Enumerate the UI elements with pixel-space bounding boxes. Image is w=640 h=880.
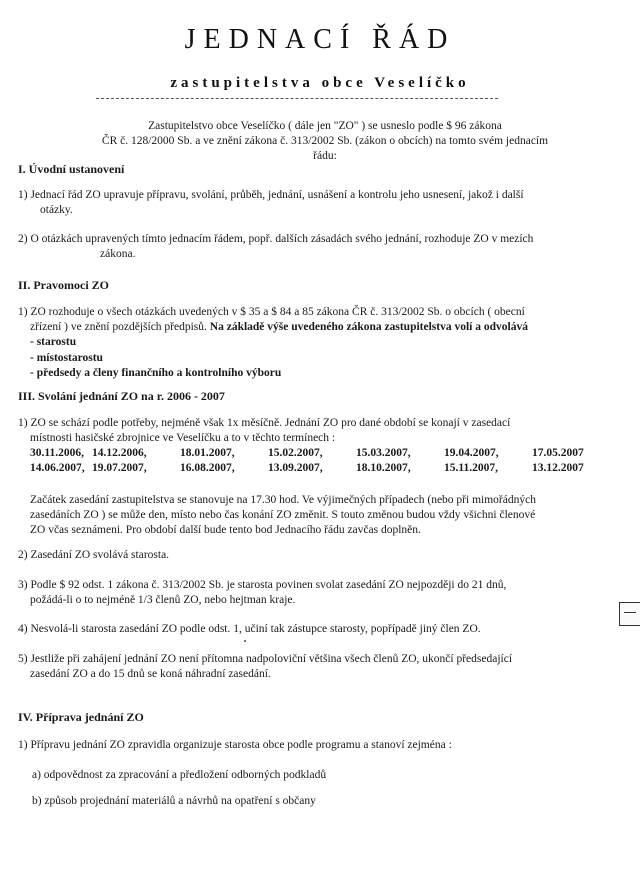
date-item: 19.07.2007, xyxy=(92,462,147,475)
meeting-note xyxy=(30,493,590,539)
section-heading: II. Pravomoci ZO xyxy=(18,278,109,292)
dates-row-2 xyxy=(18,461,618,476)
paragraph-text: zřízení ) ve znění pozdějších předpisů. xyxy=(30,321,207,334)
date-item: 18.10.2007, xyxy=(356,462,411,475)
document-title: JEDNACÍ ŘÁD xyxy=(184,24,456,55)
section-heading: IV. Příprava jednání ZO xyxy=(18,710,144,724)
paragraph-line: otázky. xyxy=(40,204,73,217)
section-3-paragraph-5 xyxy=(18,652,578,682)
paragraph-line: 1) Jednací řád ZO upravuje přípravu, svolání, průběh, jednání, usnášení a kontrolu jeho usnesení, jakož i další xyxy=(18,189,524,201)
date-item: 30.11.2006, xyxy=(30,447,84,459)
scan-speck xyxy=(244,640,246,642)
section-2-heading xyxy=(18,278,578,294)
list-item: - místostarostu xyxy=(30,351,103,364)
document-subtitle: zastupitelstva obce Veselíčko xyxy=(170,75,470,91)
section-heading: III. Svolání jednání ZO na r. 2006 - 2007 xyxy=(18,389,225,403)
list-item: a) odpovědnost za zpracování a předložení odborných podkladů xyxy=(32,769,327,781)
paragraph-line: 2) Zasedání ZO svolává starosta. xyxy=(18,549,170,561)
dates-row-1 xyxy=(18,446,618,461)
page-edge-tab-icon xyxy=(619,602,640,626)
section-4-item-b xyxy=(32,794,592,809)
paragraph-line: požádá-li o to nejméně 1/3 členů ZO, nebo hejtman kraje. xyxy=(30,594,296,607)
section-3-paragraph-3 xyxy=(18,578,578,608)
paragraph-line: 2) O otázkách upravených tímto jednacím řádem, popř. dalších zásadách svého jednání, rozhoduje ZO v mezích xyxy=(18,233,534,245)
paragraph-line xyxy=(18,320,578,335)
list-item: b) způsob projednání materiálů a návrhů na opatření s občany xyxy=(32,795,316,807)
section-heading: I. Úvodní ustanovení xyxy=(18,162,125,176)
paragraph-line: ZO včas seznámeni. Pro období další bude tento bod Jednacího řádu zavčas doplněn. xyxy=(30,524,421,537)
section-2-paragraph-1 xyxy=(18,305,578,381)
date-item: 18.01.2007, xyxy=(180,447,235,459)
paragraph-line: 4) Nesvolá-li starosta zasedání ZO podle odst. 1, učiní tak zástupce starosty, popřípadě jiný člen ZO. xyxy=(18,623,481,635)
section-3-heading xyxy=(18,389,578,405)
paragraph-line: Začátek zasedání zastupitelstva se stanovuje na 17.30 hod. Ve výjimečných případech (nebo při mimořádných xyxy=(30,494,536,506)
paragraph-line: 3) Podle $ 92 odst. 1 zákona č. 313/2002 Sb. je starosta povinen svolat zasedání ZO nejpozději do 21 dnů, xyxy=(18,579,507,591)
section-3-paragraph-4 xyxy=(18,622,578,637)
paragraph-line: zasedání ZO a do 15 dnů se koná náhradní zasedání. xyxy=(30,668,271,681)
paragraph-line: zasedáních ZO ) se může den, místo nebo čas konání ZO změnit. S touto změnou budou vždy všichni členové xyxy=(30,509,536,522)
paragraph-line: 1) Přípravu jednání ZO zpravidla organizuje starosta obce podle programu a stanoví zejména : xyxy=(18,739,452,751)
intro-line: ČR č. 128/2000 Sb. a ve znění zákona č. 313/2002 Sb. (zákon o obcích) na tomto svém jednacím řádu: xyxy=(101,135,549,163)
date-item: 16.08.2007, xyxy=(180,462,235,475)
date-item: 15.03.2007, xyxy=(356,447,411,459)
date-item: 15.11.2007, xyxy=(444,462,498,475)
paragraph-line: zákona. xyxy=(100,248,136,261)
meeting-dates xyxy=(18,446,618,476)
date-item: 19.04.2007, xyxy=(444,447,499,459)
paragraph-line: 1) ZO rozhoduje o všech otázkách uvedených v $ 35 a $ 84 a 85 zákona ČR č. 313/2002 Sb. o obcích ( obecní xyxy=(18,306,525,318)
title-divider xyxy=(96,98,498,99)
date-item: 14.12.2006, xyxy=(92,447,147,459)
paragraph-bold-text: Na základě výše uvedeného zákona zastupitelstva volí a odvolává xyxy=(206,321,528,334)
list-item: - předsedy a členy finančního a kontrolního výboru xyxy=(30,366,282,379)
section-4-paragraph-1 xyxy=(18,738,578,753)
paragraph-line: 1) ZO se schází podle potřeby, nejméně však 1x měsíčně. Jednání ZO pro dané období se konají v zasedací xyxy=(18,417,511,429)
intro-paragraph xyxy=(90,119,560,165)
section-4-heading xyxy=(18,710,578,726)
date-item: 13.12.2007 xyxy=(532,462,584,475)
date-item: 15.02.2007, xyxy=(268,447,323,459)
date-item: 17.05.2007 xyxy=(532,447,584,459)
date-item: 14.06.2007, xyxy=(30,462,85,475)
section-1-heading xyxy=(18,162,578,178)
section-3-paragraph-2 xyxy=(18,548,578,563)
section-4-item-a xyxy=(32,768,592,783)
paragraph-line: 5) Jestliže při zahájení jednání ZO není přítomna nadpoloviční většina všech členů ZO, ukončí předsedající xyxy=(18,653,513,665)
paragraph-line: místnosti hasičské zbrojnice ve Veselíčku a to v těchto termínech : xyxy=(30,432,336,445)
section-1-paragraph-2 xyxy=(18,232,578,262)
list-item: - starostu xyxy=(30,336,77,349)
intro-line: Zastupitelstvo obce Veselíčko ( dále jen "ZO" ) se usneslo podle $ 96 zákona xyxy=(148,120,502,132)
section-1-paragraph-1 xyxy=(18,188,578,218)
date-item: 13.09.2007, xyxy=(268,462,323,475)
section-3-paragraph-1 xyxy=(18,416,578,446)
